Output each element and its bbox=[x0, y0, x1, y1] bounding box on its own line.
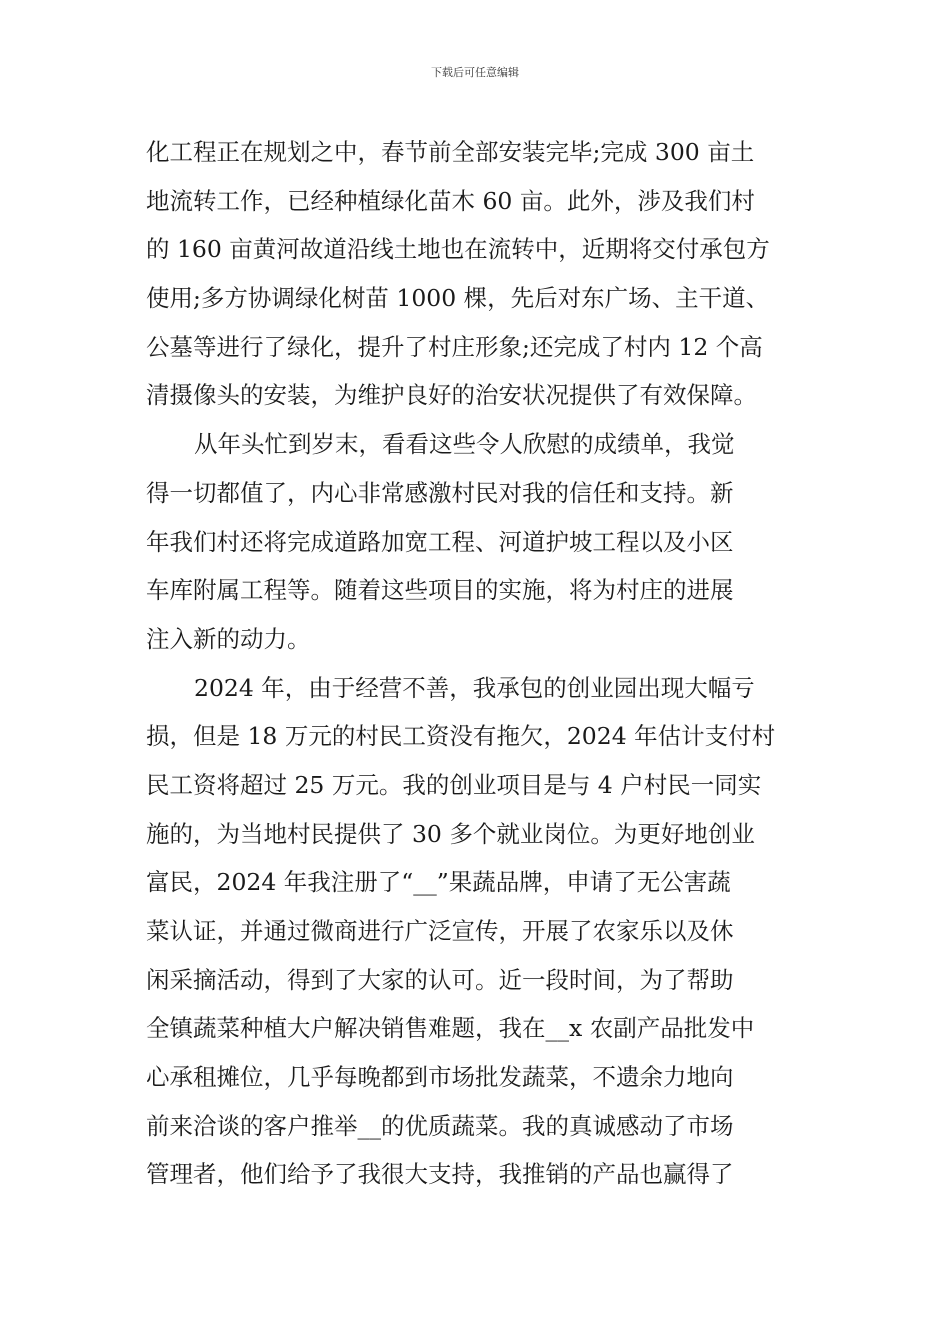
text-line: 施的，为当地村民提供了 30 多个就业岗位。为更好地创业 bbox=[146, 819, 755, 848]
document-body bbox=[146, 128, 808, 1199]
text-line: 年我们村还将完成道路加宽工程、河道护坡工程以及小区 bbox=[146, 527, 734, 556]
text-line: 损，但是 18 万元的村民工资没有拖欠，2024 年估计支付村 bbox=[146, 722, 776, 751]
text-line: 全镇蔬菜种植大户解决销售难题，我在__x 农副产品批发中 bbox=[146, 1014, 755, 1043]
text-line: 得一切都值了，内心非常感激村民对我的信任和支持。新 bbox=[146, 478, 734, 507]
paragraph-start-line: 从年头忙到岁末，看看这些令人欣慰的成绩单，我觉 bbox=[194, 430, 735, 459]
text-line: 化工程正在规划之中，春节前全部安装完毕;完成 300 亩土 bbox=[146, 138, 755, 166]
text-line: 公墓等进行了绿化，提升了村庄形象;还完成了村内 12 个高 bbox=[146, 332, 763, 361]
text-line: 前来洽谈的客户推举__的优质蔬菜。我的真诚感动了市场 bbox=[146, 1111, 734, 1140]
text-line: 富民，2024 年我注册了“__”果蔬品牌，申请了无公害蔬 bbox=[146, 868, 731, 897]
text-line: 清摄像头的安装，为维护良好的治安状况提供了有效保障。 bbox=[146, 381, 757, 410]
text-line: 民工资将超过 25 万元。我的创业项目是与 4 户村民一同实 bbox=[146, 770, 762, 799]
text-line: 闲采摘活动，得到了大家的认可。近一段时间，为了帮助 bbox=[146, 965, 734, 994]
text-line: 车库附属工程等。随着这些项目的实施，将为村庄的进展 bbox=[146, 576, 734, 605]
text-line: 心承租摊位，几乎每晚都到市场批发蔬菜，不遗余力地向 bbox=[146, 1063, 734, 1092]
paragraph-start-line: 2024 年，由于经营不善，我承包的创业园出现大幅亏 bbox=[194, 673, 755, 702]
text-line: 使用;多方协调绿化树苗 1000 棵，先后对东广场、主干道、 bbox=[146, 284, 770, 313]
text-line: 的 160 亩黄河故道沿线土地也在流转中，近期将交付承包方 bbox=[146, 235, 770, 264]
page-header: 下载后可任意编辑 bbox=[431, 66, 519, 79]
text-line: 管理者，他们给予了我很大支持，我推销的产品也赢得了 bbox=[146, 1160, 734, 1189]
text-line: 注入新的动力。 bbox=[146, 624, 311, 653]
text-line: 菜认证，并通过微商进行广泛宣传，开展了农家乐以及休 bbox=[146, 917, 734, 945]
text-line: 地流转工作，已经种植绿化苗木 60 亩。此外，涉及我们村 bbox=[146, 186, 755, 215]
